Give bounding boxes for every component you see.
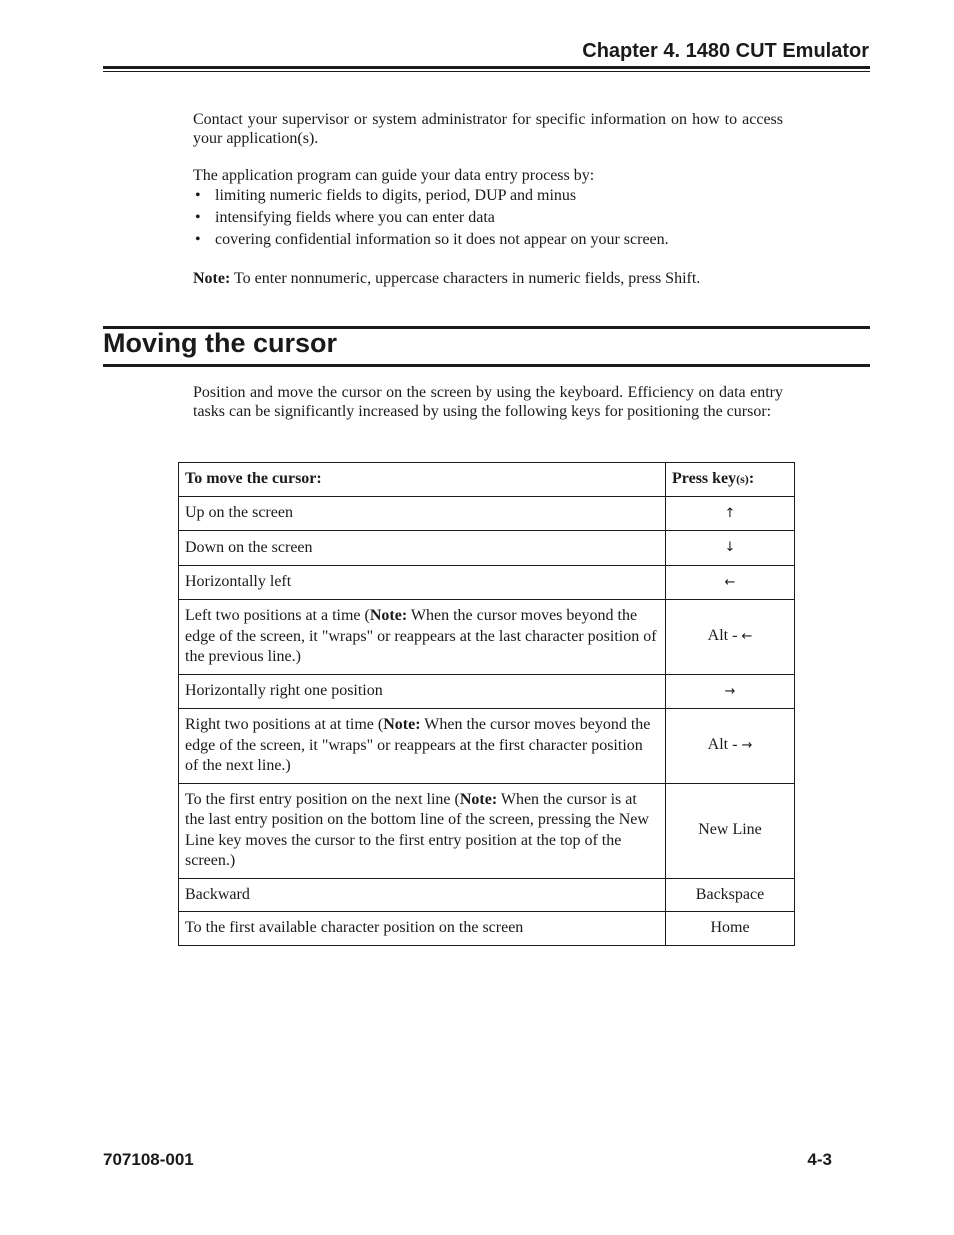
row-key-prefix: Alt - — [707, 736, 742, 753]
arrow-up-icon: ↑ — [724, 505, 736, 521]
row-key — [666, 496, 795, 531]
row-action-post: When the cursor is at the last entry position on the bottom line of the screen, pressing the New Line key moves the cursor to the first entry position at the top of the screen.) — [185, 790, 649, 869]
row-key — [666, 674, 795, 709]
table-row — [179, 496, 795, 531]
row-action-pre: To the first entry position on the next line ( — [185, 790, 460, 808]
list-item — [193, 207, 783, 229]
table-row — [179, 783, 795, 878]
row-action: Down on the screen — [179, 531, 666, 566]
document-number: 707108-001 — [103, 1150, 194, 1169]
note-text: To enter nonnumeric, uppercase characters in numeric fields, press Shift. — [230, 270, 701, 287]
note-paragraph — [193, 269, 783, 288]
list-item — [193, 229, 783, 251]
cursor-keys-table — [178, 462, 795, 946]
header-key-main: Press key — [672, 470, 737, 487]
page-number: 4-3 — [807, 1150, 832, 1169]
arrow-down-icon: ↓ — [724, 540, 736, 555]
intro-paragraph: Contact your supervisor or system administrator for specific information on how to access your application(s). — [193, 111, 783, 147]
row-action — [179, 600, 666, 675]
table-row — [179, 565, 795, 600]
row-action: Up on the screen — [179, 496, 666, 531]
row-note-label: Note: — [383, 716, 421, 733]
list-item-text: intensifying fields where you can enter data — [215, 209, 495, 226]
list-item-text: limiting numeric fields to digits, period, DUP and minus — [215, 187, 577, 204]
row-action: Backward — [179, 878, 666, 912]
list-item-text: covering confidential information so it does not appear on your screen. — [215, 231, 669, 248]
row-action: To the first available character position on the screen — [179, 912, 666, 946]
arrow-right-icon: → — [741, 738, 753, 753]
row-key — [666, 709, 795, 784]
arrow-right-icon: → — [724, 683, 736, 699]
table-row — [179, 531, 795, 566]
list-item — [193, 185, 783, 207]
row-note-label: Note: — [369, 607, 408, 624]
bullet-icon: • — [195, 209, 201, 226]
row-note-label: Note: — [459, 790, 498, 808]
row-key: Backspace — [666, 878, 795, 912]
table-row — [179, 709, 795, 784]
table-row — [179, 878, 795, 912]
guide-paragraph: The application program can guide your data entry process by: — [193, 167, 595, 184]
row-action — [179, 783, 666, 878]
header-rule-thick — [103, 66, 870, 69]
table-row — [179, 600, 795, 675]
table-row — [179, 674, 795, 709]
row-key: Home — [666, 912, 795, 946]
header-rule-thin — [103, 71, 870, 72]
section-rule-bottom — [103, 364, 870, 367]
feature-list — [193, 185, 783, 251]
arrow-left-icon: ← — [724, 574, 736, 590]
section-paragraph: Position and move the cursor on the screen by using the keyboard. Efficiency on data entry tasks can be significantly increased by using the following keys for positioning the cursor: — [193, 384, 783, 420]
row-key — [666, 565, 795, 600]
row-action-post: When the cursor moves beyond the edge of the screen, it "wraps" or reappears at the first character position of the next line.) — [185, 716, 651, 774]
section-title: Moving the cursor — [103, 328, 338, 358]
note-label: Note: — [193, 270, 231, 287]
bullet-icon: • — [195, 187, 201, 204]
row-action-pre: Left two positions at a time ( — [185, 607, 370, 624]
table-row — [179, 912, 795, 946]
row-key — [666, 531, 795, 566]
chapter-title: Chapter 4. 1480 CUT Emulator — [582, 40, 869, 62]
row-key: New Line — [666, 783, 795, 878]
row-key-prefix: Alt - — [707, 627, 742, 644]
row-key — [666, 600, 795, 675]
header-action: To move the cursor: — [179, 463, 666, 497]
arrow-left-icon: ← — [741, 629, 753, 644]
row-action — [179, 709, 666, 784]
row-action-pre: Right two positions at at time ( — [185, 716, 384, 733]
row-action-post: When the cursor moves beyond the edge of the screen, it "wraps" or reappears at the last character position of the previous line.) — [185, 607, 657, 665]
row-action: Horizontally right one position — [179, 674, 666, 709]
header-key — [666, 463, 795, 497]
bullet-icon: • — [195, 231, 201, 248]
row-action: Horizontally left — [179, 565, 666, 600]
table-header-row — [179, 463, 795, 497]
header-key-suffix: (s) — [736, 472, 749, 486]
header-key-colon: : — [748, 470, 755, 487]
